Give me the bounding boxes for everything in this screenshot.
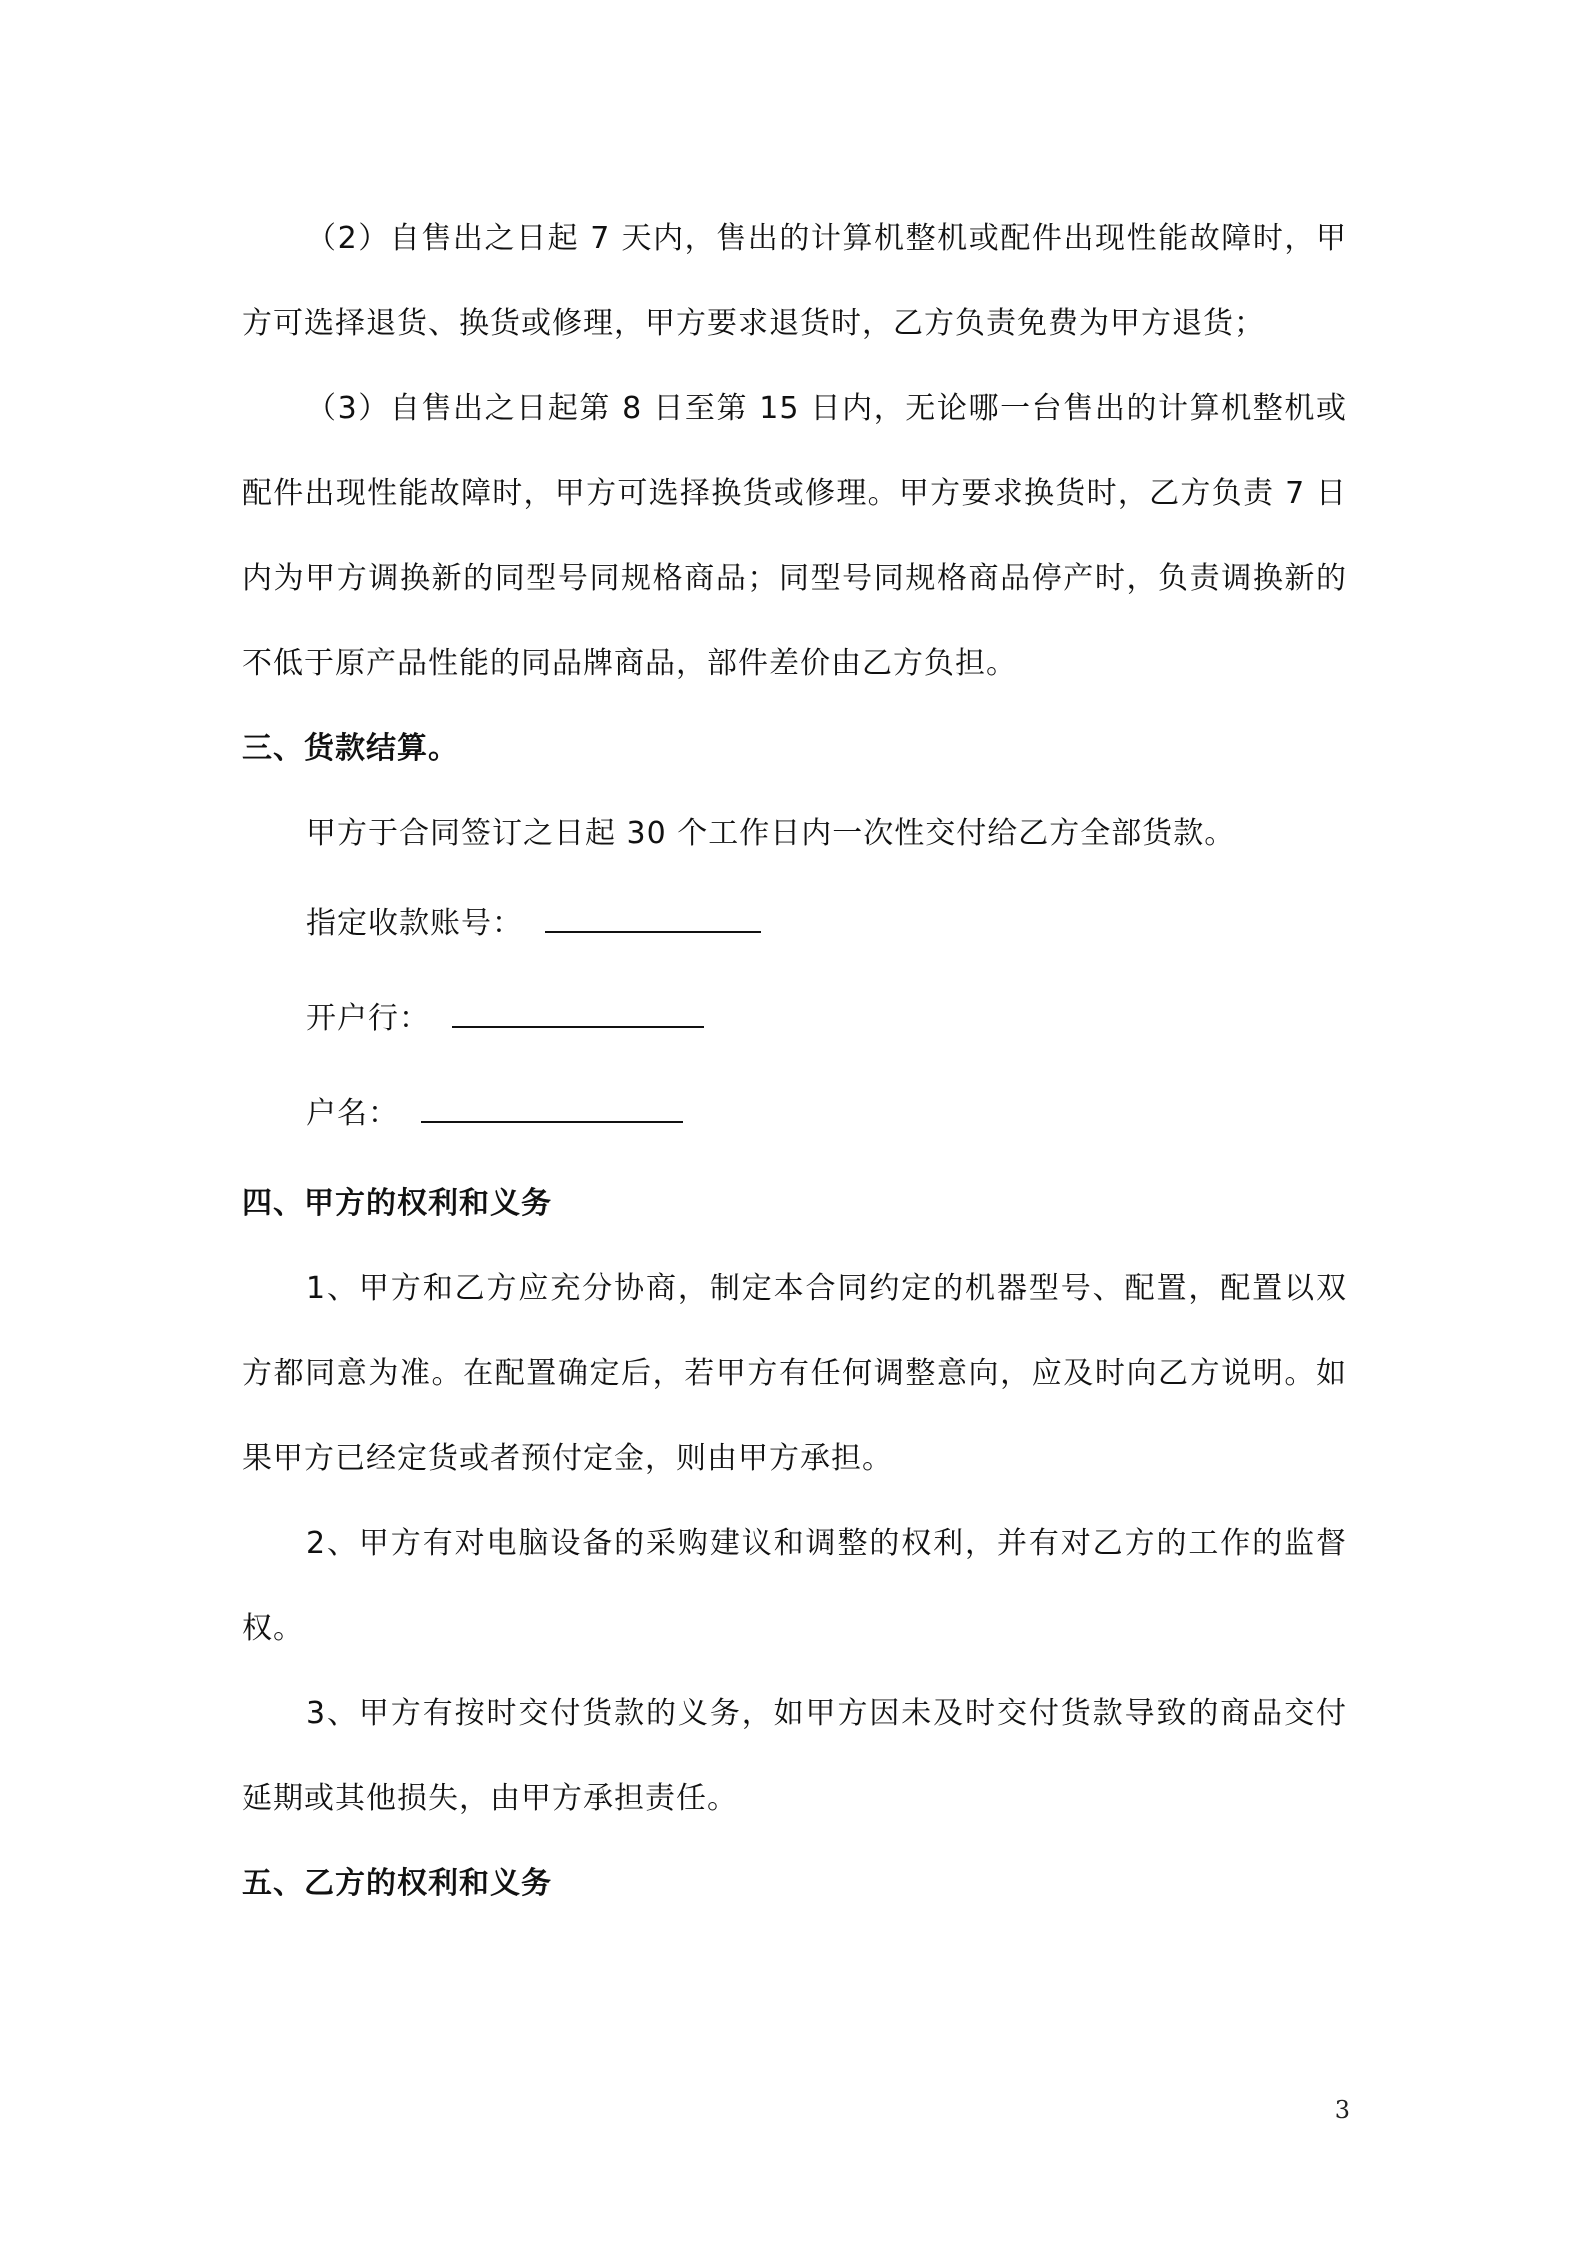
account-holder-blank[interactable] — [421, 1095, 683, 1123]
account-holder-label: 户名： — [306, 1096, 399, 1131]
account-holder-field — [242, 1066, 1347, 1161]
section-3-heading: 三、货款结算。 — [242, 731, 459, 766]
page-number: 3 — [1334, 2096, 1350, 2124]
account-number-label: 指定收款账号： — [306, 906, 523, 941]
account-number-field — [242, 876, 1347, 971]
bank-name-label: 开户行： — [306, 1001, 430, 1036]
account-number-blank[interactable] — [545, 905, 761, 933]
document-body — [242, 196, 1347, 1926]
section-3-payment-terms: 甲方于合同签订之日起 30 个工作日内一次性交付给乙方全部货款。 — [306, 816, 1236, 851]
section-4-heading: 四、甲方的权利和义务 — [242, 1186, 552, 1221]
bank-name-field — [242, 971, 1347, 1066]
section-4-item-3: 3、甲方有按时交付货款的义务，如甲方因未及时交付货款导致的商品交付延期或其他损失，由甲方承担责任。 — [242, 1696, 1347, 1816]
clause-2-7day-return: （2）自售出之日起 7 天内，售出的计算机整机或配件出现性能故障时，甲方可选择退货、换货或修理，甲方要求退货时，乙方负责免费为甲方退货； — [242, 221, 1347, 341]
section-5-heading: 五、乙方的权利和义务 — [242, 1866, 552, 1901]
section-4-item-1: 1、甲方和乙方应充分协商，制定本合同约定的机器型号、配置，配置以双方都同意为准。在配置确定后，若甲方有任何调整意向，应及时向乙方说明。如果甲方已经定货或者预付定金，则由甲方承担。 — [242, 1271, 1347, 1476]
clause-3-15day-exchange: （3）自售出之日起第 8 日至第 15 日内，无论哪一台售出的计算机整机或配件出现性能故障时，甲方可选择换货或修理。甲方要求换货时，乙方负责 7 日内为甲方调换新的同型号同规格商品；同型号同规格商品停产时，负责调换新的不低于原产品性能的同品牌商品，部件差价由乙方负担。 — [242, 391, 1347, 681]
section-4-item-2: 2、甲方有对电脑设备的采购建议和调整的权利，并有对乙方的工作的监督权。 — [242, 1526, 1347, 1646]
bank-name-blank[interactable] — [452, 1000, 704, 1028]
